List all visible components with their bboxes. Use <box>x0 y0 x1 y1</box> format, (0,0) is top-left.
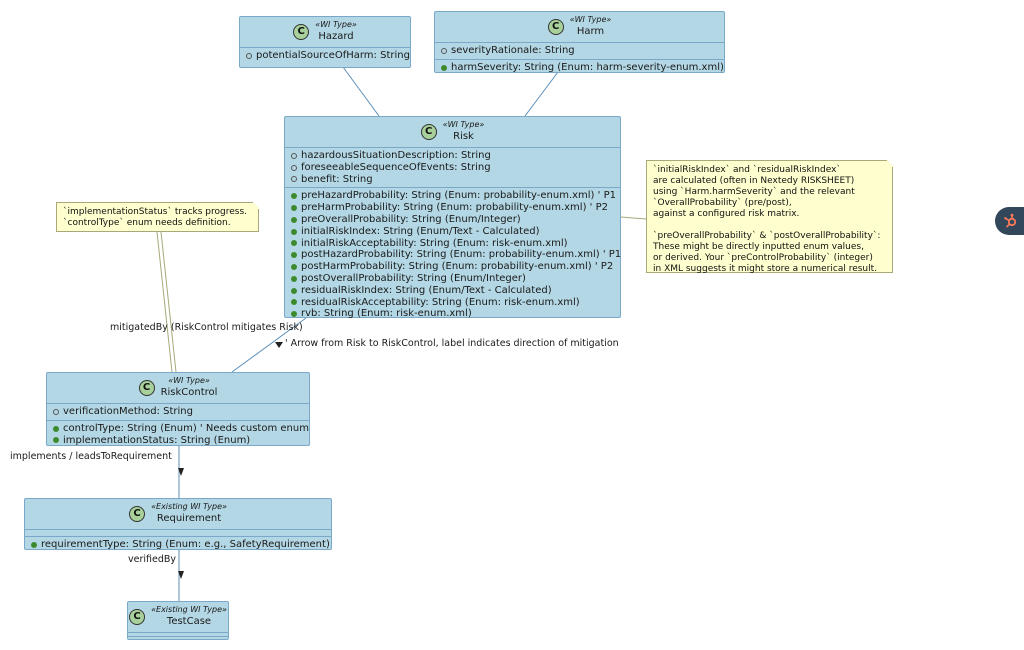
class-risk-header <box>285 117 620 148</box>
public-visibility-icon <box>31 542 37 548</box>
class-stereotype: «WI Type» <box>315 20 357 29</box>
class-attributes <box>240 48 410 64</box>
class-methods <box>285 187 620 322</box>
class-method: postHazardProbability: String (Enum: probability-enum.xml) ' P1 <box>291 249 614 261</box>
class-attribute: foreseeableSequenceOfEvents: String <box>291 162 614 174</box>
public-visibility-icon <box>291 264 297 270</box>
class-attributes <box>285 148 620 187</box>
class-name: Hazard <box>318 31 354 42</box>
protected-visibility-icon <box>291 165 297 171</box>
class-name: RiskControl <box>160 387 218 398</box>
class-stereotype: «Existing WI Type» <box>151 605 227 614</box>
class-method: implementationStatus: String (Enum) <box>53 435 303 447</box>
class-method: residualRiskIndex: String (Enum/Text - Calculated) <box>291 285 614 297</box>
note-link-riskcontrol-b <box>161 232 176 372</box>
public-visibility-icon <box>291 276 297 282</box>
class-attributes <box>47 404 309 420</box>
class-riskcontrol[interactable] <box>46 372 310 446</box>
class-badge-icon: C <box>139 380 155 396</box>
class-method: requirementType: String (Enum: e.g., SafetyRequirement) <box>31 539 325 551</box>
arrowhead-mitigation <box>275 342 283 348</box>
class-badge-icon: C <box>129 609 145 625</box>
public-visibility-icon <box>291 193 297 199</box>
edge-label-mitigated-by: mitigatedBy (RiskControl mitigates Risk) <box>110 322 303 333</box>
class-badge-icon: C <box>293 24 309 40</box>
class-stereotype: «WI Type» <box>168 376 210 385</box>
edge-label-implements: implements / leadsToRequirement <box>10 451 172 462</box>
class-attribute: benefit: String <box>291 174 614 186</box>
class-method: preOverallProbability: String (Enum/Integer) <box>291 214 614 226</box>
class-method: controlType: String (Enum) ' Needs custom enum <box>53 423 303 435</box>
public-visibility-icon <box>53 437 59 443</box>
class-badge-icon: C <box>129 506 145 522</box>
edge-label-mitigation-comment: ' Arrow from Risk to RiskControl, label indicates direction of mitigation <box>285 338 619 349</box>
class-method: preHazardProbability: String (Enum: probability-enum.xml) ' P1 <box>291 190 614 202</box>
class-harm-header <box>435 12 724 43</box>
class-method: initialRiskAcceptability: String (Enum: risk-enum.xml) <box>291 238 614 250</box>
note-link-risk-calc <box>621 217 646 219</box>
note-fold-corner <box>253 202 260 209</box>
protected-visibility-icon <box>53 409 59 415</box>
class-testcase[interactable] <box>127 601 229 640</box>
edge-hazard-risk <box>343 67 379 116</box>
class-requirement[interactable] <box>24 498 332 550</box>
note-link-riskcontrol-a <box>157 232 172 372</box>
class-methods <box>47 420 309 449</box>
public-visibility-icon <box>291 205 297 211</box>
class-harm[interactable] <box>434 11 725 73</box>
class-method: postHarmProbability: String (Enum: probability-enum.xml) ' P2 <box>291 261 614 273</box>
class-method: initialRiskIndex: String (Enum/Text - Calculated) <box>291 226 614 238</box>
side-chat-button[interactable] <box>995 207 1024 235</box>
class-methods <box>25 536 331 553</box>
class-riskcontrol-header <box>47 373 309 404</box>
class-method: harmSeverity: String (Enum: harm-severity-enum.xml) <box>441 62 718 74</box>
public-visibility-icon <box>291 229 297 235</box>
class-method: preHarmProbability: String (Enum: probability-enum.xml) ' P2 <box>291 202 614 214</box>
protected-visibility-icon <box>246 53 252 59</box>
protected-visibility-icon <box>291 176 297 182</box>
class-methods <box>128 636 228 640</box>
class-attributes <box>435 43 724 59</box>
public-visibility-icon <box>291 311 297 317</box>
public-visibility-icon <box>53 426 59 432</box>
class-attribute: verificationMethod: String <box>53 406 303 418</box>
protected-visibility-icon <box>291 153 297 159</box>
class-requirement-header <box>25 499 331 530</box>
protected-visibility-icon <box>441 48 447 54</box>
public-visibility-icon <box>291 252 297 258</box>
public-visibility-icon <box>291 299 297 305</box>
class-risk[interactable] <box>284 116 621 318</box>
hubspot-sprocket-icon <box>1003 213 1019 229</box>
class-name: Requirement <box>156 513 222 524</box>
class-method: postOverallProbability: String (Enum/Integer) <box>291 273 614 285</box>
class-stereotype: «WI Type» <box>569 15 612 24</box>
public-visibility-icon <box>291 240 297 246</box>
note-risk-calculation: `initialRiskIndex` and `residualRiskIndex` are calculated (often in Nextedy RISKSHEET) using `Harm.harmSeverity` and the relevant `OverallProbability` (pre/post), against a configured risk matrix. `preOverallProbability` & `postOverallProbability`: These might be directly inputted enum values, or derived. Your `preControlProbability` (integer) in XML suggests it might store a numerical result. <box>646 160 893 273</box>
class-name: Harm <box>576 26 605 37</box>
class-name: TestCase <box>166 616 212 627</box>
note-fold-corner <box>887 160 894 167</box>
class-hazard-header <box>240 17 410 48</box>
public-visibility-icon <box>291 217 297 223</box>
edge-label-verified-by: verifiedBy <box>128 554 177 565</box>
public-visibility-icon <box>441 65 447 71</box>
class-attribute: potentialSourceOfHarm: String <box>246 50 404 62</box>
class-badge-icon: C <box>421 124 437 140</box>
class-method: rvb: String (Enum: risk-enum.xml) <box>291 308 614 320</box>
class-name: Risk <box>453 131 474 142</box>
class-hazard[interactable] <box>239 16 411 68</box>
class-method: residualRiskAcceptability: String (Enum: risk-enum.xml) <box>291 297 614 309</box>
class-stereotype: «WI Type» <box>442 120 485 129</box>
class-testcase-header <box>128 602 228 633</box>
class-attribute: hazardousSituationDescription: String <box>291 150 614 162</box>
note-riskcontrol: `implementationStatus` tracks progress. `controlType` enum needs definition. <box>56 202 259 232</box>
public-visibility-icon <box>291 288 297 294</box>
class-stereotype: «Existing WI Type» <box>151 502 227 511</box>
class-methods <box>435 59 724 76</box>
class-attribute: severityRationale: String <box>441 45 718 57</box>
edge-harm-risk <box>525 72 558 116</box>
class-badge-icon: C <box>548 19 564 35</box>
